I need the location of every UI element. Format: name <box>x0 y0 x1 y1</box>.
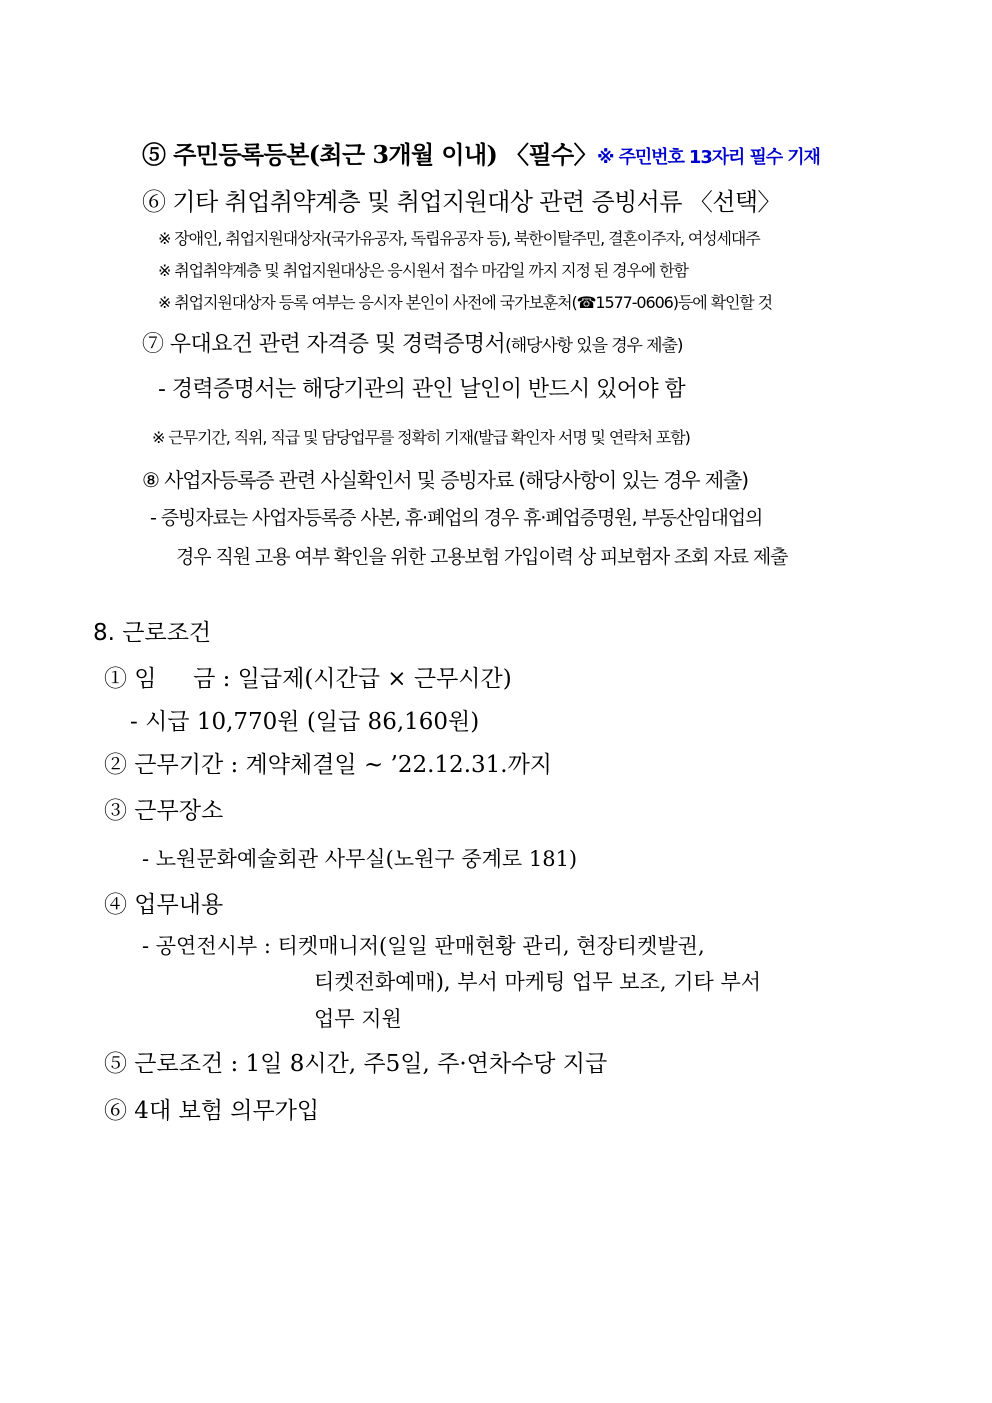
item6-title: ⑥ 기타 취업취약계층 및 취업지원대상 관련 증빙서류 〈선택〉 <box>142 188 781 216</box>
duty-line: ④ 업무내용 <box>104 892 224 918</box>
item8-sub-1: - 증빙자료는 사업자등록증 사본, 휴·폐업의 경우 휴·폐업증명원, 부동산임대업의 <box>150 507 763 529</box>
item5-title: ⑤ 주민등록등본(최근 3개월 이내) 〈필수〉 <box>142 140 598 169</box>
section8-heading: 8. 근로조건 <box>93 620 212 646</box>
item6-note-1: ※ 장애인, 취업지원대상자(국가유공자, 독립유공자 등), 북한이탈주민, 결혼이주자, 여성세대주 <box>158 229 760 248</box>
duty-sub-2: 티켓전화예매), 부서 마케팅 업무 보조, 기타 부서 <box>314 970 762 994</box>
duty-sub-1: - 공연전시부 : 티켓매니저(일일 판매현황 관리, 현장티켓발권, <box>142 934 705 958</box>
item5-note: ※ 주민번호 13자리 필수 기재 <box>597 147 820 168</box>
item6-note-2: ※ 취업취약계층 및 취업지원대상은 응시원서 접수 마감일 까지 지정 된 경우에 한함 <box>158 261 688 280</box>
item7-line <box>142 327 682 358</box>
item7-sub: - 경력증명서는 해당기관의 관인 날인이 반드시 있어야 함 <box>158 377 686 402</box>
wage-sub: - 시급 10,770원 (일급 86,160원) <box>130 709 480 735</box>
duty-sub-3: 업무 지원 <box>314 1007 402 1031</box>
item7-title: ⑦ 우대요건 관련 자격증 및 경력증명서 <box>142 332 506 357</box>
item8-title: ⑧ 사업자등록증 관련 사실확인서 및 증빙자료 (해당사항이 있는 경우 제출) <box>142 468 748 492</box>
wage-line: ① 임 금 : 일급제(시간급 × 근무시간) <box>104 666 512 692</box>
period-line: ② 근무기간 : 계약체결일 ~ ’22.12.31.까지 <box>104 752 553 778</box>
item6-note-3: ※ 취업지원대상자 등록 여부는 응시자 본인이 사전에 국가보훈처(☎1577-0606)등에 확인할 것 <box>158 293 772 312</box>
item5-line <box>142 135 820 170</box>
item7-paren: (해당사항 있을 경우 제출) <box>505 336 683 356</box>
item7-note: ※ 근무기간, 직위, 직급 및 담당업무를 정확히 기재(발급 확인자 서명 및 연락처 포함) <box>152 428 690 447</box>
insurance-line: ⑥ 4대 보험 의무가입 <box>104 1098 320 1124</box>
place-sub: - 노원문화예술회관 사무실(노원구 중계로 181) <box>142 847 578 871</box>
condition-line: ⑤ 근로조건 : 1일 8시간, 주5일, 주·연차수당 지급 <box>104 1051 608 1077</box>
item8-sub-2: 경우 직원 고용 여부 확인을 위한 고용보험 가입이력 상 피보험자 조회 자료 제출 <box>176 546 788 568</box>
place-line: ③ 근무장소 <box>104 798 224 824</box>
